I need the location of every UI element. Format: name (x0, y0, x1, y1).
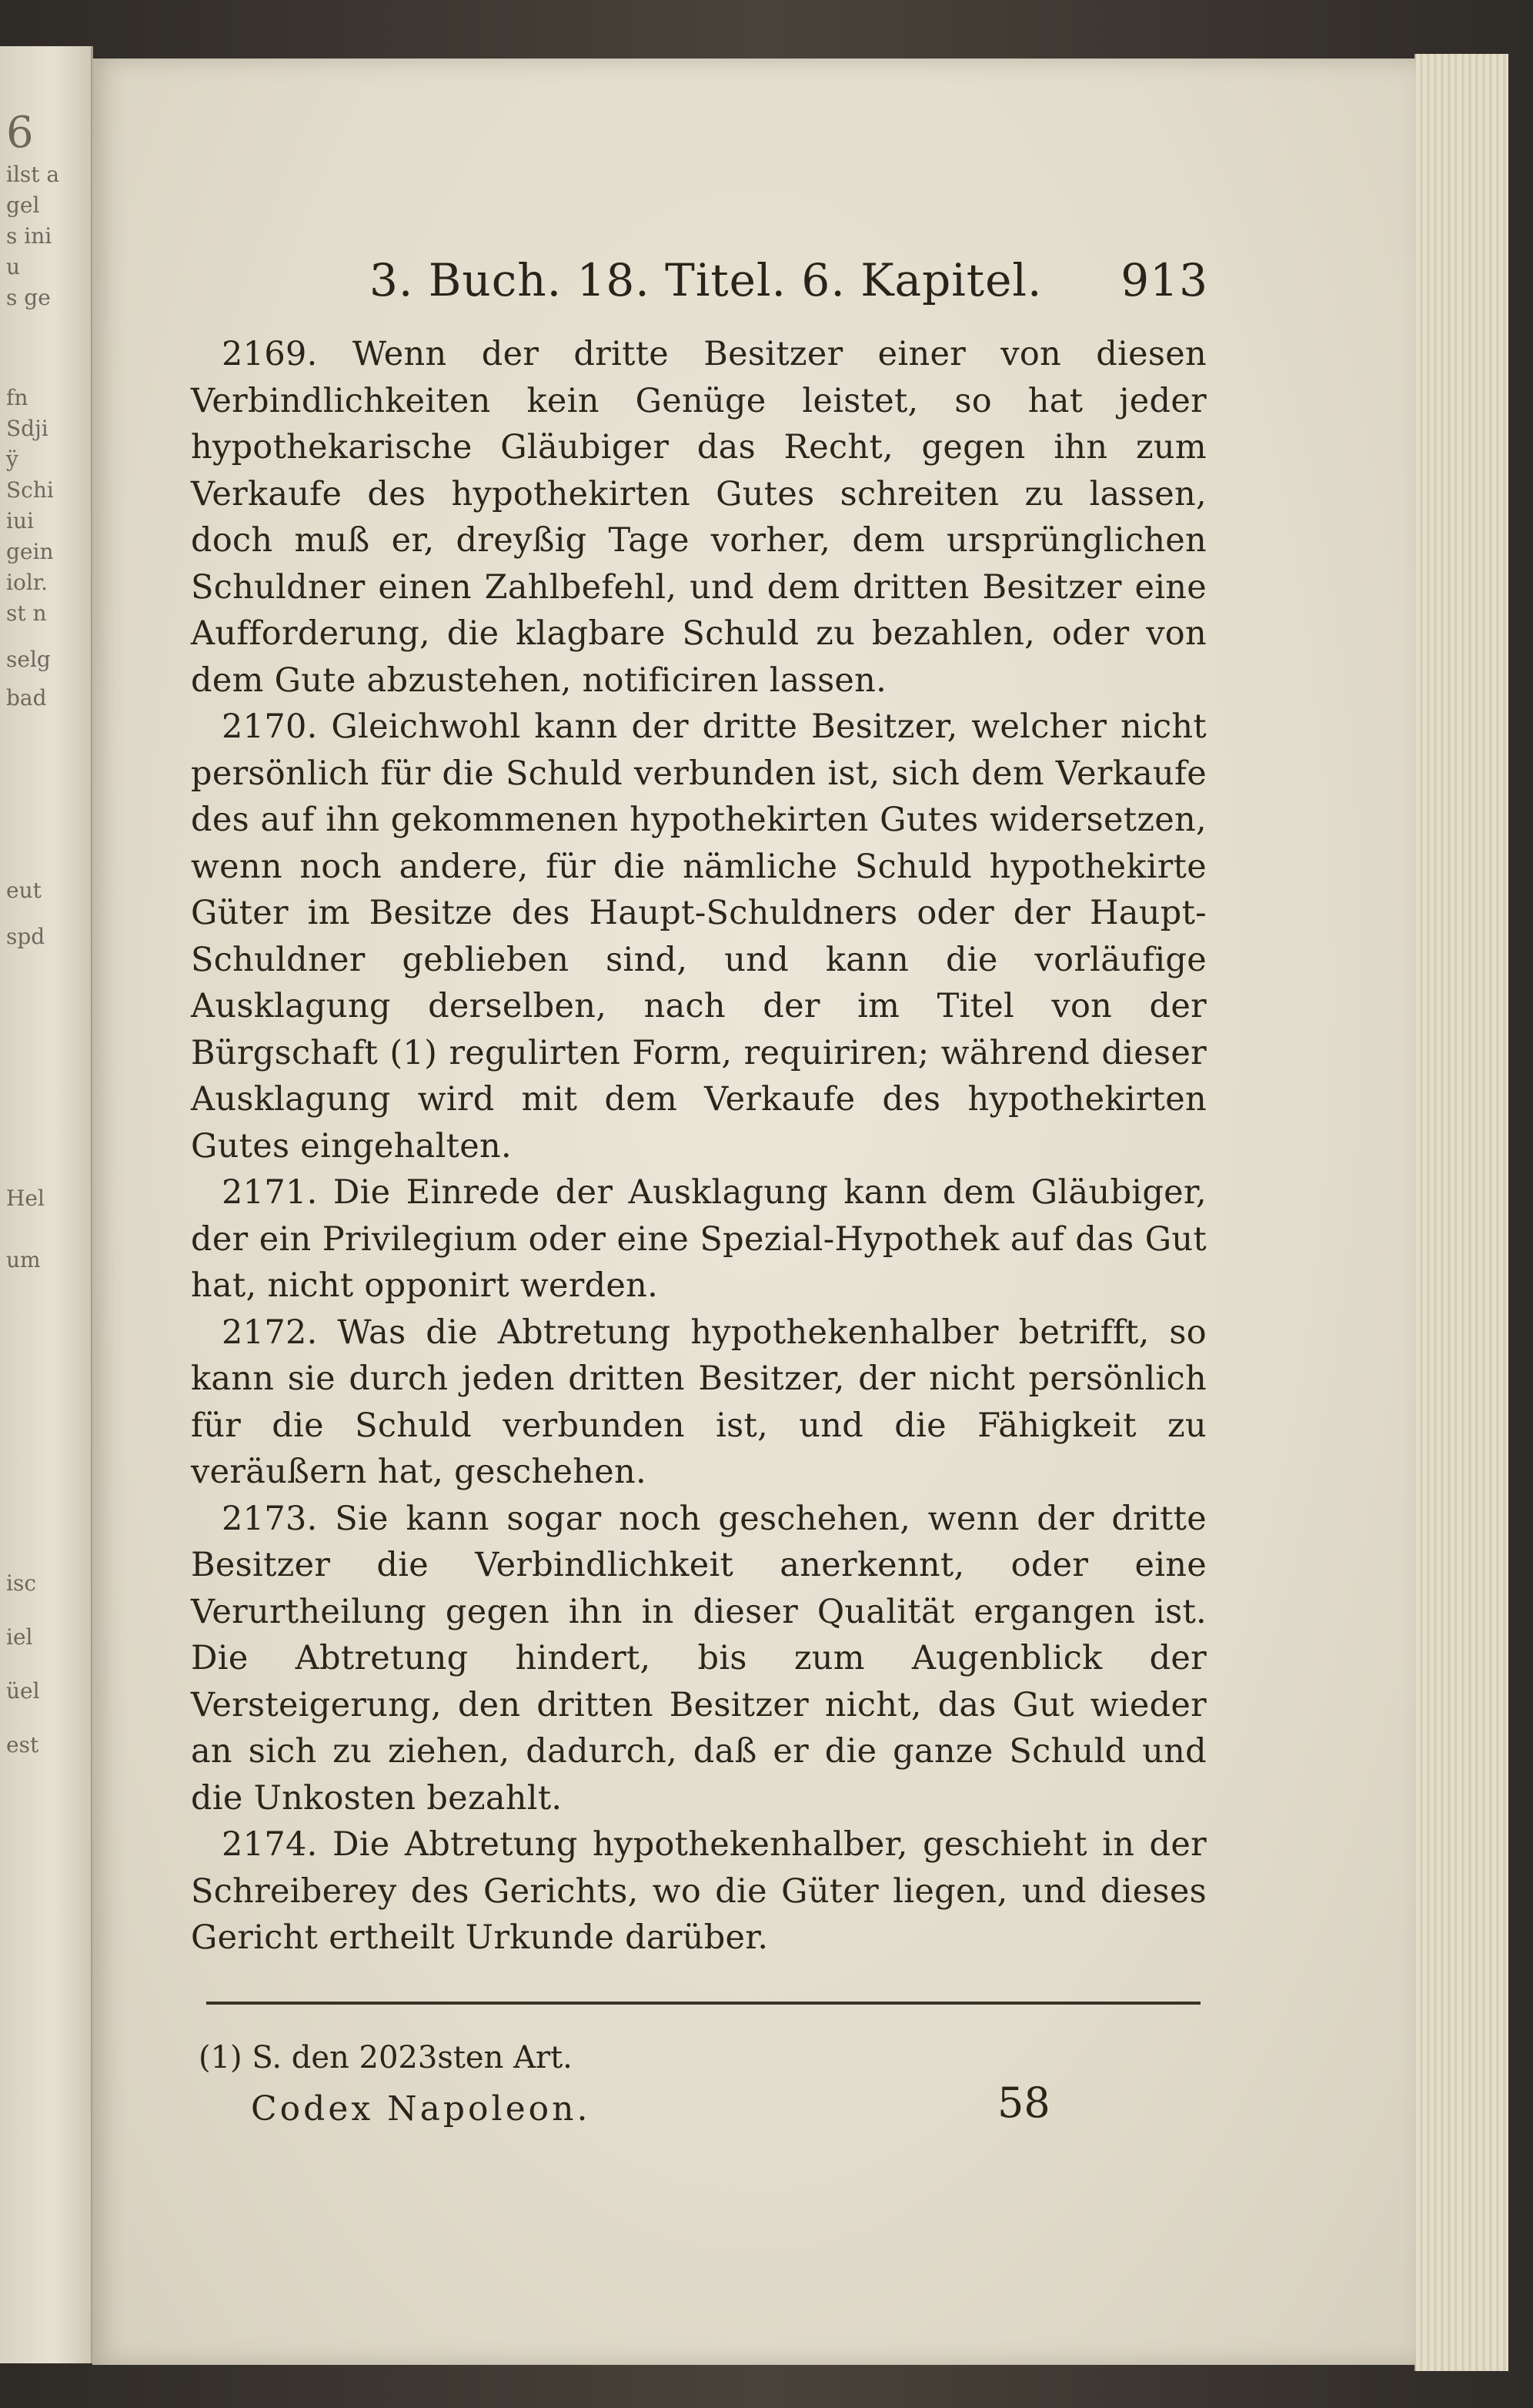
prev-page-fragment: fn (6, 385, 28, 410)
signature-mark: 58 (997, 2079, 1050, 2127)
signature-line: Codex Napoleon. (251, 2089, 591, 2129)
prev-page-fragment: spd (6, 924, 45, 949)
article-text (191, 331, 1207, 1962)
article-paragraph: 2173. Sie kann sogar noch geschehen, wenn der dritte Besitzer die Verbindlichkeit anerkennt, oder eine Verurtheilung gegen ihn in dieser Qualität ergangen ist. Die Abtretung hindert, bis zum Augenblick der Versteigerung, den dritten Besitzer nicht, das Gut wieder an sich zu ziehen, dadurch, daß er die ganze Schuld und die Unkosten bezahlt. (191, 1499, 1207, 1818)
article-paragraph: 2171. Die Einrede der Ausklagung kann dem Gläubiger, der ein Privilegium oder eine Spezial-Hypothek auf das Gut hat, nicht opponirt werden. (191, 1173, 1207, 1305)
prev-page-fragment: isc (6, 1570, 37, 1596)
article-paragraph: 2169. Wenn der dritte Besitzer einer von diesen Verbindlichkeiten kein Genüge leistet, so hat jeder hypothekarische Gläubiger das Recht, gegen ihn zum Verkaufe des hypothekirten Gutes schreiten zu lassen, doch muß er, dreyßig Tage vorher, dem ursprünglichen Schuldner einen Zahlbefehl, und dem dritten Besitzer eine Aufforderung, die klagbare Schuld zu bezahlen, oder von dem Gute abzustehen, notificiren lassen. (191, 335, 1207, 700)
prev-page-fragment: Schi (6, 477, 54, 503)
prev-page-fragment: 6 (6, 108, 34, 158)
prev-page-fragment: bad (6, 685, 47, 711)
running-header (369, 254, 1208, 316)
article-paragraph: 2172. Was die Abtretung hypothekenhalber betrifft, so kann sie durch jeden dritten Besitzer, der nicht persönlich für die Schuld verbunden ist, und die Fähigkeit zu veräußern hat, geschehen. (191, 1313, 1207, 1491)
prev-page-fragment: gel (6, 192, 40, 218)
prev-page-fragment: iel (6, 1624, 33, 1650)
prev-page-fragment: um (6, 1247, 41, 1273)
footnote-divider (206, 2002, 1201, 2005)
prev-page-fragment: eut (6, 878, 42, 903)
article-paragraph: 2174. Die Abtretung hypothekenhalber, geschieht in der Schreiberey des Gerichts, wo die Güter liegen, und dieses Gericht ertheilt Urkunde darüber. (191, 1825, 1207, 1957)
prev-page-fragment: u (6, 254, 21, 279)
prev-page-fragment: ilst a (6, 162, 60, 187)
prev-page-fragment: s ge (6, 285, 51, 310)
prev-page-fragment: Hel (6, 1186, 45, 1211)
prev-page-fragment: gein (6, 539, 54, 564)
footnote: (1) S. den 2023sten Art. (199, 2040, 573, 2075)
page-edges (1414, 54, 1508, 2371)
prev-page-fragment: iolr. (6, 570, 48, 595)
page-number: 913 (1121, 254, 1208, 306)
prev-page-fragment: ÿ (6, 446, 18, 472)
prev-page-fragment: Sdji (6, 416, 48, 441)
prev-page-fragment: s ini (6, 223, 52, 249)
header-title: 3. Buch. 18. Titel. 6. Kapitel. (369, 254, 1043, 306)
prev-page-fragment: üel (6, 1678, 40, 1704)
previous-page-edge (0, 46, 93, 2363)
prev-page-fragment: iui (6, 508, 34, 533)
prev-page-fragment: est (6, 1732, 39, 1758)
article-paragraph: 2170. Gleichwohl kann der dritte Besitzer, welcher nicht persönlich für die Schuld verbunden ist, sich dem Verkaufe des auf ihn gekommenen hypothekirten Gutes widersetzen, wenn noch andere, für die nämliche Schuld hypothekirte Güter im Besitze des Haupt-Schuldners oder der Haupt-Schuldner geblieben sind, und kann die vorläufige Ausklagung derselben, nach der im Titel von der Bürgschaft (1) regulirten Form, requiriren; während dieser Ausklagung wird mit dem Verkaufe des hypothekirten Gutes eingehalten. (191, 707, 1207, 1166)
prev-page-fragment: selg (6, 647, 51, 672)
prev-page-fragment: st n (6, 600, 47, 626)
